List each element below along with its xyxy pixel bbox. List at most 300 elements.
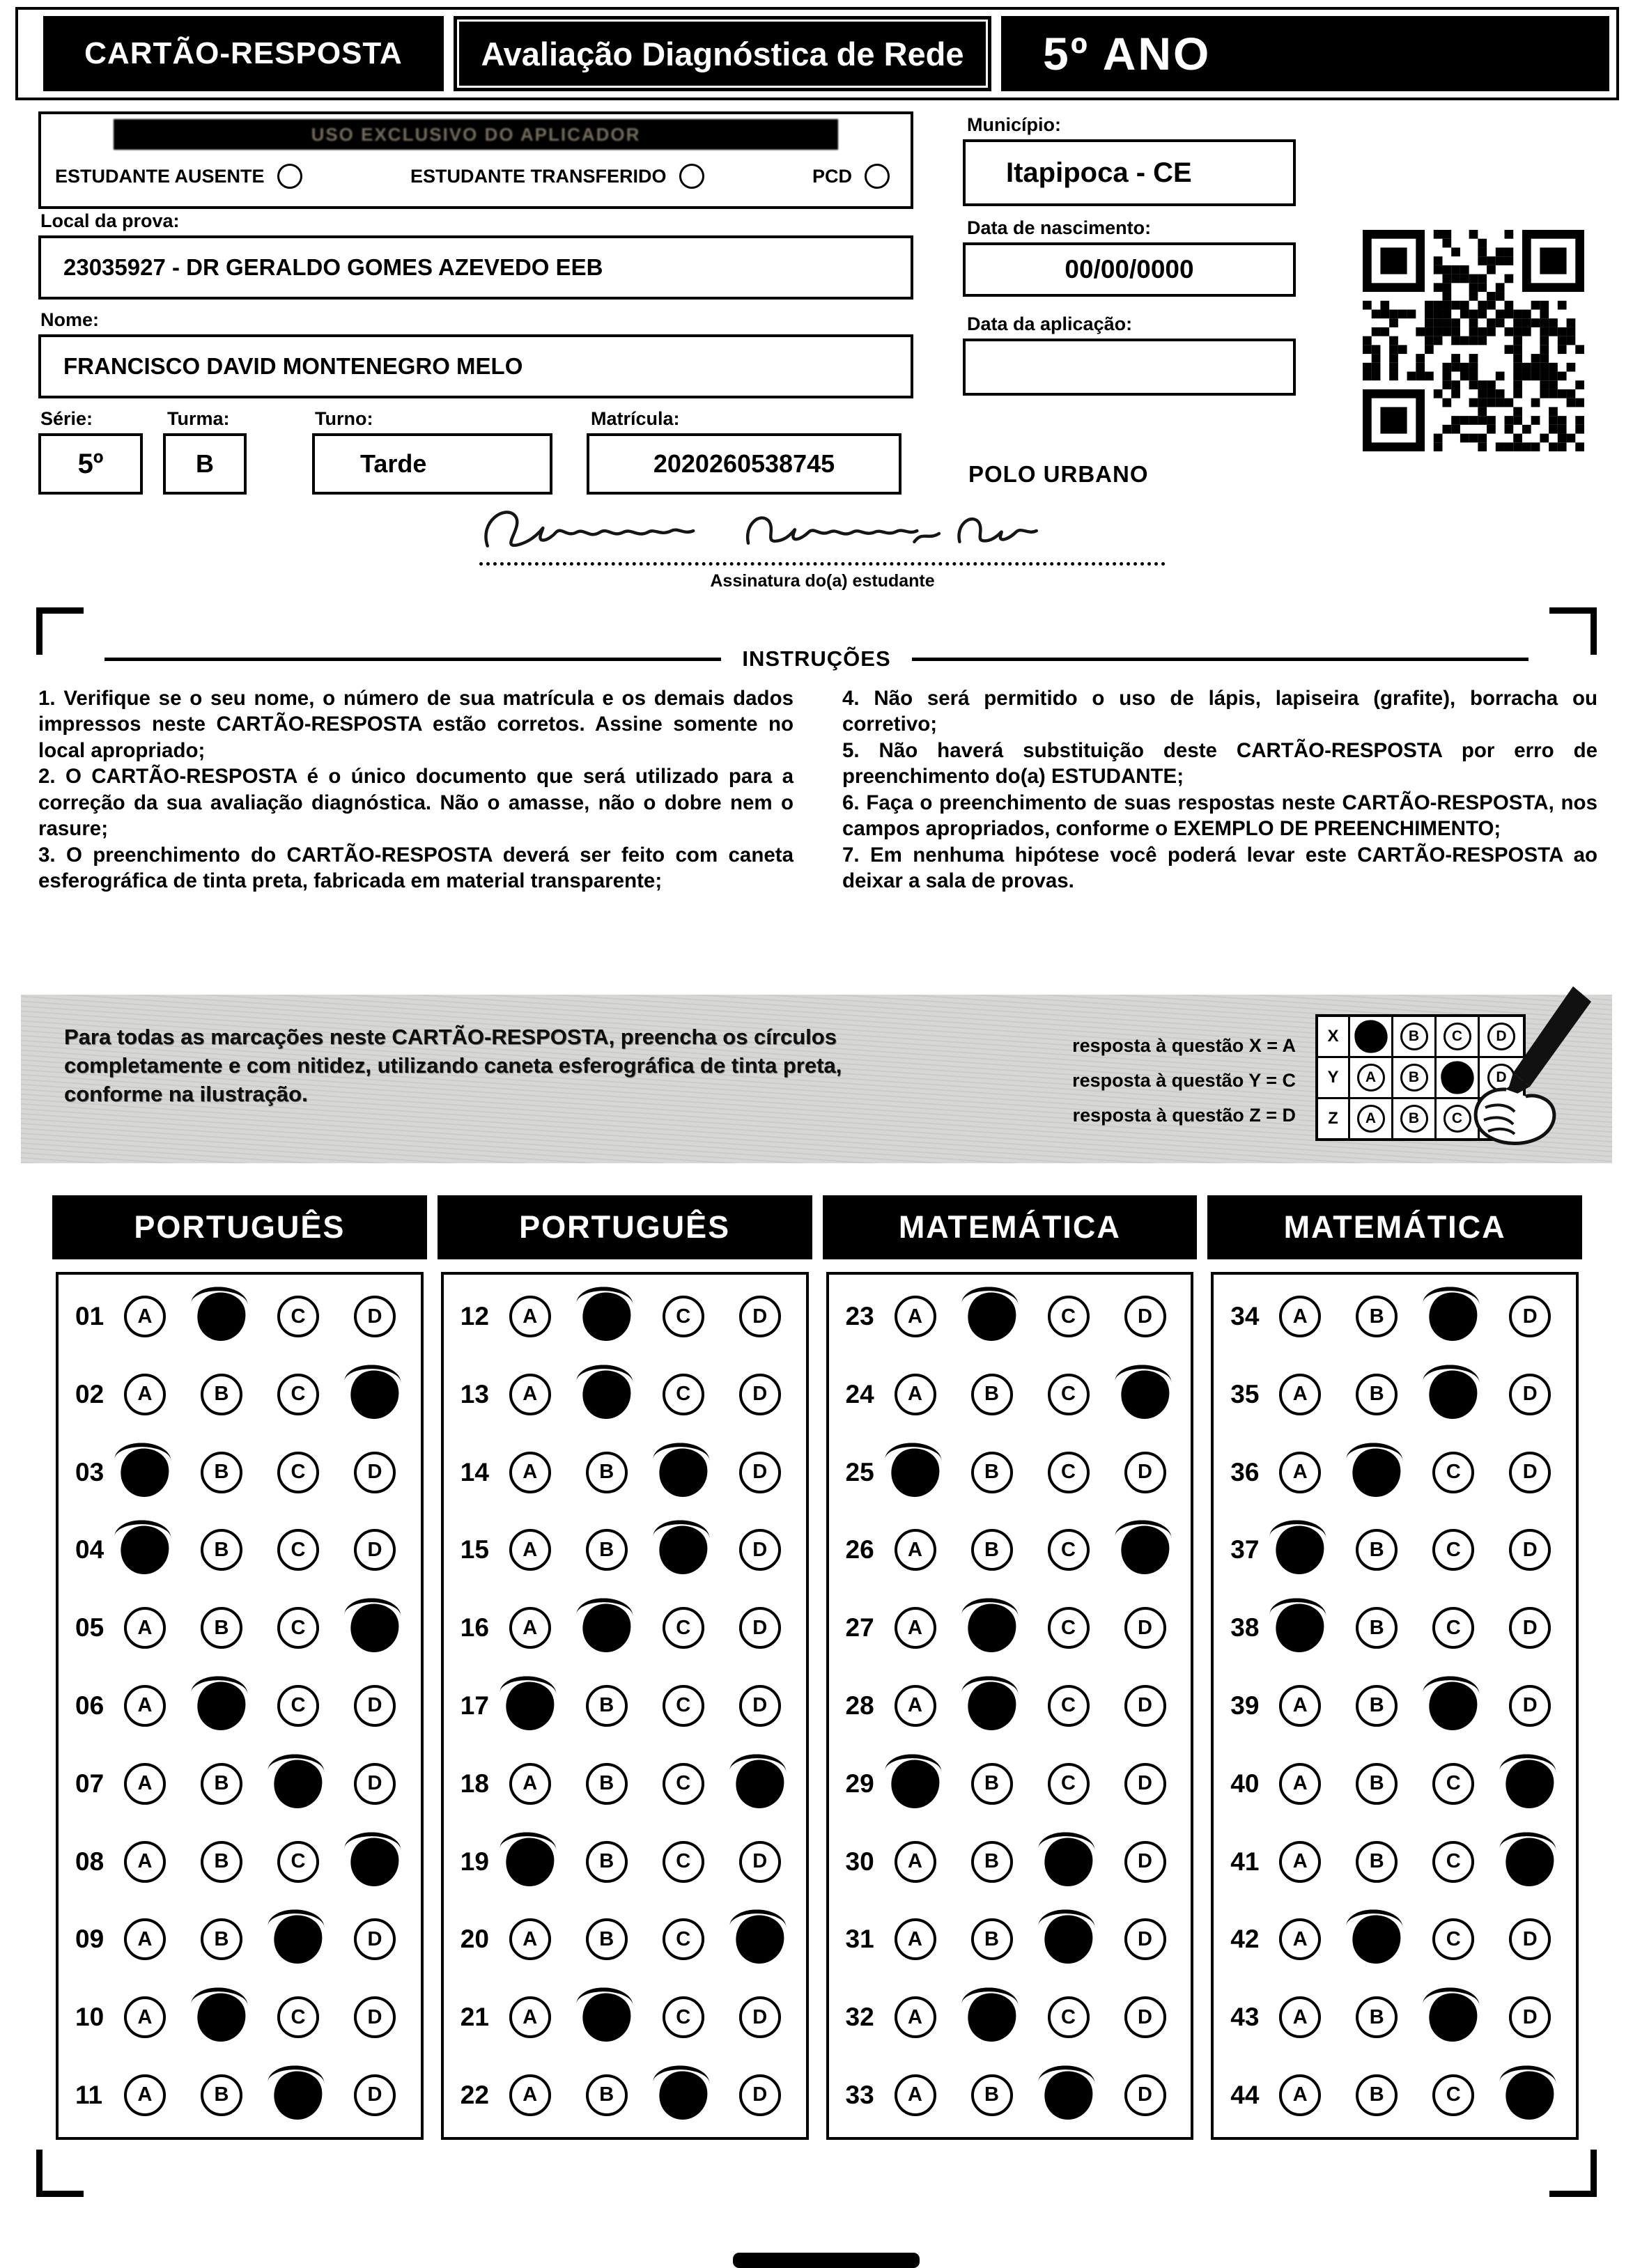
question-row — [75, 1763, 411, 1805]
answer-bubble-b[interactable]: B — [1356, 1996, 1398, 2038]
example-row-label: X — [1318, 1017, 1350, 1056]
answer-bubble-c[interactable]: C — [1432, 1841, 1474, 1883]
answer-bubble-c[interactable]: C — [663, 1918, 704, 1960]
question-number: 01 — [75, 1302, 105, 1330]
example-cell — [1350, 1017, 1393, 1056]
answer-grid — [1211, 1272, 1579, 2140]
answer-bubble-c[interactable]: C — [1432, 2074, 1474, 2116]
crop-mark-top-right — [1549, 607, 1597, 655]
answer-bubble-d-marked[interactable] — [347, 1366, 403, 1422]
question-number: 15 — [460, 1535, 489, 1564]
answer-bubble-c[interactable]: C — [663, 1685, 704, 1727]
question-number: 21 — [460, 2003, 489, 2032]
answer-bubble-a-marked[interactable] — [117, 1444, 173, 1500]
answer-bubble-d[interactable]: D — [1124, 1996, 1166, 2038]
answer-bubble-d[interactable]: D — [354, 1685, 396, 1727]
answer-bubble-c[interactable]: C — [1048, 1374, 1090, 1415]
answer-bubble-c[interactable]: C — [1432, 1452, 1474, 1493]
answer-bubble-a[interactable]: A — [124, 1374, 166, 1415]
answer-bubble-a[interactable]: A — [509, 1918, 551, 1960]
answer-bubble-a[interactable]: A — [1279, 1763, 1321, 1805]
answer-bubble-c[interactable]: C — [663, 1763, 704, 1805]
question-row — [846, 1374, 1182, 1415]
answer-bubble-a[interactable]: A — [895, 1607, 936, 1649]
answer-grid — [826, 1272, 1194, 2140]
applicator-option-bubble[interactable] — [679, 164, 704, 189]
question-number: 29 — [845, 1769, 874, 1798]
question-row — [846, 1918, 1182, 1960]
answer-bubble-c[interactable]: C — [277, 1296, 319, 1337]
answer-bubble-b-marked[interactable] — [578, 1989, 635, 2046]
answer-bubble-c-marked[interactable] — [655, 1444, 711, 1500]
answer-bubble-c[interactable]: C — [663, 1296, 704, 1337]
answer-section-title: PORTUGUÊS — [438, 1195, 812, 1259]
answer-bubble-d[interactable]: D — [1124, 1452, 1166, 1493]
question-row — [461, 2074, 796, 2116]
answer-bubble-a[interactable]: A — [509, 1529, 551, 1571]
question-number: 42 — [1230, 1925, 1260, 1954]
answer-bubble-a[interactable]: A — [895, 1529, 936, 1571]
nome-field: FRANCISCO DAVID MONTENEGRO MELO — [38, 334, 913, 398]
example-bubble-marked — [1353, 1018, 1389, 1055]
answer-bubble-d-marked[interactable] — [1117, 1366, 1173, 1422]
answer-bubble-b[interactable]: B — [1356, 1607, 1398, 1649]
answer-bubble-b[interactable]: B — [201, 1918, 242, 1960]
answer-bubble-b[interactable]: B — [586, 1452, 628, 1493]
answer-bubble-c[interactable]: C — [1048, 1607, 1090, 1649]
example-cell — [1350, 1058, 1393, 1097]
question-row — [846, 1607, 1182, 1649]
question-row — [75, 1452, 411, 1493]
answer-bubble-d[interactable]: D — [1509, 1296, 1551, 1337]
answer-bubble-d[interactable]: D — [1509, 1685, 1551, 1727]
answer-bubble-a[interactable]: A — [1279, 1296, 1321, 1337]
answer-bubble-c[interactable]: C — [1432, 1607, 1474, 1649]
turma-field: B — [163, 433, 247, 495]
answer-bubble-c-marked[interactable] — [1425, 1289, 1482, 1345]
question-row — [846, 1685, 1182, 1727]
turno-label: Turno: — [315, 408, 373, 429]
question-number: 14 — [460, 1457, 489, 1486]
answer-bubble-b[interactable]: B — [586, 1841, 628, 1883]
instruction-item: 7. Em nenhuma hipótese você poderá levar este CARTÃO-RESPOSTA ao deixar a sala de provas. — [842, 843, 1597, 893]
answer-bubble-b-marked[interactable] — [194, 1989, 250, 2046]
answer-bubble-b-marked[interactable] — [1349, 1911, 1405, 1968]
answer-bubble-b[interactable]: B — [971, 1918, 1013, 1960]
question-row — [75, 1685, 411, 1727]
question-row — [75, 1296, 411, 1337]
question-row — [1230, 1685, 1566, 1727]
question-row — [846, 1763, 1182, 1805]
example-bubble: C — [1444, 1105, 1471, 1133]
answer-bubble-a[interactable]: A — [509, 1996, 551, 2038]
answer-bubble-b[interactable]: B — [1356, 1529, 1398, 1571]
example-bubble: D — [1487, 1064, 1515, 1092]
answer-bubble-b[interactable]: B — [1356, 1374, 1398, 1415]
answer-bubble-a-marked[interactable] — [887, 1444, 943, 1500]
answer-bubble-d-marked[interactable] — [347, 1600, 403, 1656]
answer-bubble-d[interactable]: D — [354, 1452, 396, 1493]
question-number: 02 — [75, 1379, 105, 1408]
instructions-col-left — [38, 685, 794, 894]
answer-bubble-a[interactable]: A — [509, 1763, 551, 1805]
answer-bubble-d[interactable]: D — [1509, 1374, 1551, 1415]
answer-bubble-a[interactable]: A — [1279, 1918, 1321, 1960]
answer-bubble-d[interactable]: D — [739, 1607, 781, 1649]
answer-bubble-a[interactable]: A — [895, 1685, 936, 1727]
answer-bubble-a-marked[interactable] — [887, 1755, 943, 1812]
answer-grid — [56, 1272, 424, 2140]
answer-bubble-d[interactable]: D — [354, 1763, 396, 1805]
question-number: 06 — [75, 1691, 105, 1720]
answer-bubble-a[interactable]: A — [1279, 1996, 1321, 2038]
question-number: 39 — [1230, 1691, 1260, 1720]
answer-bubble-c[interactable]: C — [1048, 1529, 1090, 1571]
question-number: 11 — [75, 2080, 103, 2109]
answer-bubble-b[interactable]: B — [971, 2074, 1013, 2116]
question-number: 36 — [1230, 1457, 1260, 1486]
answer-bubble-b[interactable]: B — [201, 1529, 242, 1571]
answer-bubble-b[interactable]: B — [971, 1529, 1013, 1571]
answer-bubble-d[interactable]: D — [1124, 1763, 1166, 1805]
crop-mark-bottom-left — [36, 2150, 84, 2197]
answer-bubble-a-marked[interactable] — [502, 1833, 558, 1890]
answer-bubble-c-marked[interactable] — [1040, 1833, 1097, 1890]
answer-bubble-b[interactable]: B — [971, 1452, 1013, 1493]
answer-bubble-d-marked[interactable] — [1117, 1522, 1173, 1578]
turma-label: Turma: — [167, 408, 230, 429]
applicator-option — [410, 164, 704, 189]
answer-bubble-d-marked[interactable] — [1502, 1755, 1558, 1812]
question-row — [846, 1529, 1182, 1571]
answer-bubble-c[interactable]: C — [1048, 1452, 1090, 1493]
answer-bubble-d[interactable]: D — [354, 2074, 396, 2116]
answer-bubble-a[interactable]: A — [124, 1685, 166, 1727]
applicator-option-bubble[interactable] — [865, 164, 890, 189]
turno-field: Tarde — [312, 433, 552, 495]
answer-bubble-c-marked[interactable] — [1040, 2067, 1097, 2124]
answer-bubble-c-marked[interactable] — [270, 1755, 327, 1812]
answer-section — [438, 1195, 812, 2140]
answer-bubble-b[interactable]: B — [201, 2074, 242, 2116]
answer-bubble-a[interactable]: A — [895, 1374, 936, 1415]
question-row — [461, 1685, 796, 1727]
nome-label: Nome: — [40, 309, 100, 330]
answer-bubble-b[interactable]: B — [201, 1452, 242, 1493]
instruction-item: 5. Não haverá substituição deste CARTÃO-RESPOSTA por erro de preenchimento do(a) ESTUDANTE; — [842, 738, 1597, 789]
answer-bubble-c-marked[interactable] — [655, 2067, 711, 2124]
example-row-label: Z — [1318, 1099, 1350, 1138]
applicator-option-bubble[interactable] — [277, 164, 302, 189]
question-number: 18 — [460, 1769, 489, 1798]
question-number: 16 — [460, 1613, 489, 1642]
question-row — [846, 1996, 1182, 2038]
answer-bubble-d[interactable]: D — [739, 2074, 781, 2116]
answer-bubble-b-marked[interactable] — [194, 1289, 250, 1345]
question-number: 20 — [460, 1925, 489, 1954]
answer-section-title: PORTUGUÊS — [52, 1195, 427, 1259]
answer-bubble-d-marked[interactable] — [1502, 1833, 1558, 1890]
answer-bubble-b-marked[interactable] — [963, 1989, 1020, 2046]
answer-bubble-b-marked[interactable] — [963, 1289, 1020, 1345]
example-cell — [1393, 1017, 1437, 1056]
answer-bubble-a[interactable]: A — [895, 1996, 936, 2038]
example-bubble: A — [1357, 1105, 1385, 1133]
answer-bubble-c-marked[interactable] — [1040, 1911, 1097, 1968]
header — [15, 7, 1619, 100]
answer-bubble-b[interactable]: B — [971, 1841, 1013, 1883]
question-number: 10 — [75, 2003, 105, 2032]
answer-bubble-c[interactable]: C — [277, 1685, 319, 1727]
answer-bubble-b-marked[interactable] — [1349, 1444, 1405, 1500]
answer-bubble-b-marked[interactable] — [578, 1289, 635, 1345]
answer-bubble-c[interactable]: C — [277, 1996, 319, 2038]
nascimento-field: 00/00/0000 — [963, 242, 1296, 297]
question-number: 40 — [1230, 1769, 1260, 1798]
question-row — [1230, 1452, 1566, 1493]
answer-bubble-a-marked[interactable] — [117, 1522, 173, 1578]
answer-bubble-b-marked[interactable] — [194, 1678, 250, 1734]
answer-section — [52, 1195, 427, 2140]
question-number: 25 — [845, 1457, 874, 1486]
answer-bubble-d[interactable]: D — [739, 1296, 781, 1337]
answer-bubble-d[interactable]: D — [1509, 1918, 1551, 1960]
answer-bubble-d[interactable]: D — [1509, 1529, 1551, 1571]
answer-bubble-a[interactable]: A — [124, 1918, 166, 1960]
answer-bubble-b[interactable]: B — [586, 1685, 628, 1727]
question-number: 38 — [1230, 1613, 1260, 1642]
answer-bubble-d[interactable]: D — [739, 1841, 781, 1883]
question-number: 26 — [845, 1535, 874, 1564]
question-row — [461, 1763, 796, 1805]
answer-grid — [441, 1272, 809, 2140]
answer-bubble-a[interactable]: A — [895, 1918, 936, 1960]
answer-bubble-a[interactable]: A — [1279, 1841, 1321, 1883]
instructions-header — [105, 646, 1528, 671]
aplicacao-field — [963, 339, 1296, 396]
serie-label: Série: — [40, 408, 93, 429]
local-field: 23035927 - DR GERALDO GOMES AZEVEDO EEB — [38, 235, 913, 300]
answer-bubble-d[interactable]: D — [354, 1918, 396, 1960]
answer-bubble-d-marked[interactable] — [732, 1911, 788, 1968]
answer-bubble-c[interactable]: C — [1432, 1763, 1474, 1805]
question-row — [75, 1996, 411, 2038]
answer-bubble-c-marked[interactable] — [1425, 1366, 1482, 1422]
answer-bubble-a[interactable]: A — [124, 1763, 166, 1805]
question-number: 03 — [75, 1457, 105, 1486]
answer-bubble-b[interactable]: B — [586, 1918, 628, 1960]
answer-bubble-b[interactable]: B — [1356, 2074, 1398, 2116]
instructions — [38, 685, 1597, 894]
answer-bubble-d[interactable]: D — [1124, 1918, 1166, 1960]
answer-bubble-d-marked[interactable] — [1502, 2067, 1558, 2124]
answer-bubble-d[interactable]: D — [1124, 2074, 1166, 2116]
answer-bubble-d[interactable]: D — [739, 1452, 781, 1493]
question-row — [846, 1841, 1182, 1883]
answer-bubble-c[interactable]: C — [1432, 1529, 1474, 1571]
answer-bubble-a[interactable]: A — [509, 1452, 551, 1493]
matricula-field: 2020260538745 — [587, 433, 901, 495]
answer-bubble-d[interactable]: D — [739, 1685, 781, 1727]
answer-bubble-c[interactable]: C — [663, 1841, 704, 1883]
answer-bubble-a[interactable]: A — [124, 1296, 166, 1337]
example-cell — [1350, 1099, 1393, 1138]
answer-bubble-d[interactable]: D — [1509, 1996, 1551, 2038]
answer-bubble-d[interactable]: D — [354, 1996, 396, 2038]
question-row — [75, 1374, 411, 1415]
answer-bubble-d-marked[interactable] — [347, 1833, 403, 1890]
answer-bubble-b[interactable]: B — [971, 1374, 1013, 1415]
answer-bubble-a[interactable]: A — [509, 2074, 551, 2116]
answer-bubble-a[interactable]: A — [509, 1296, 551, 1337]
answer-bubble-b[interactable]: B — [201, 1374, 242, 1415]
answer-bubble-c[interactable]: C — [277, 1529, 319, 1571]
grade-label: 5º ANO — [1001, 16, 1609, 91]
answer-bubble-b[interactable]: B — [1356, 1685, 1398, 1727]
example-bubble: B — [1400, 1023, 1428, 1050]
answer-bubble-d[interactable]: D — [354, 1296, 396, 1337]
question-row — [1230, 1996, 1566, 2038]
answer-bubble-c-marked[interactable] — [655, 1522, 711, 1578]
serie-field: 5º — [38, 433, 143, 495]
answer-bubble-c[interactable]: C — [663, 1996, 704, 2038]
answer-bubble-b[interactable]: B — [586, 1763, 628, 1805]
answer-bubble-d[interactable]: D — [739, 1996, 781, 2038]
question-number: 24 — [845, 1379, 874, 1408]
answer-bubble-d[interactable]: D — [1124, 1841, 1166, 1883]
answer-bubble-c[interactable]: C — [1048, 1763, 1090, 1805]
answer-bubble-d[interactable]: D — [739, 1529, 781, 1571]
answer-bubble-b-marked[interactable] — [963, 1600, 1020, 1656]
answer-bubble-a-marked[interactable] — [1272, 1600, 1329, 1656]
question-number: 37 — [1230, 1535, 1260, 1564]
answer-bubble-b[interactable]: B — [586, 2074, 628, 2116]
answer-bubble-a[interactable]: A — [895, 2074, 936, 2116]
answer-bubble-b[interactable]: B — [1356, 1763, 1398, 1805]
answer-bubble-d[interactable]: D — [1124, 1607, 1166, 1649]
signature-dotted-line[interactable] — [479, 510, 1166, 566]
answer-bubble-b[interactable]: B — [586, 1529, 628, 1571]
question-row — [75, 2074, 411, 2116]
answer-bubble-d[interactable]: D — [1124, 1296, 1166, 1337]
answer-bubble-b[interactable]: B — [1356, 1841, 1398, 1883]
answer-bubble-a[interactable]: A — [1279, 1452, 1321, 1493]
answer-bubble-a[interactable]: A — [1279, 1374, 1321, 1415]
answer-bubble-d[interactable]: D — [739, 1374, 781, 1415]
answer-bubble-a[interactable]: A — [895, 1841, 936, 1883]
answer-bubble-b[interactable]: B — [201, 1607, 242, 1649]
answer-bubble-c[interactable]: C — [277, 1841, 319, 1883]
instruction-item: 6. Faça o preenchimento de suas respostas neste CARTÃO-RESPOSTA, nos campos apropriados, conforme o EXEMPLO DE PREENCHIMENTO; — [842, 791, 1597, 841]
question-number: 05 — [75, 1613, 105, 1642]
answer-bubble-c-marked[interactable] — [270, 2067, 327, 2124]
example-legend-line: resposta à questão Z = D — [1072, 1105, 1296, 1126]
applicator-option-label: ESTUDANTE AUSENTE — [55, 165, 265, 187]
answer-bubble-c[interactable]: C — [1048, 1296, 1090, 1337]
answer-bubble-c-marked[interactable] — [1425, 1989, 1482, 2046]
answer-bubble-a[interactable]: A — [124, 1996, 166, 2038]
crop-mark-bottom-right — [1549, 2150, 1597, 2197]
answer-bubble-a-marked[interactable] — [502, 1678, 558, 1734]
qr-code — [1363, 230, 1584, 451]
answer-bubble-a[interactable]: A — [509, 1607, 551, 1649]
fill-example-strip — [21, 995, 1612, 1163]
answer-bubble-c[interactable]: C — [277, 1374, 319, 1415]
answer-bubble-a[interactable]: A — [1279, 1685, 1321, 1727]
answer-bubble-c[interactable]: C — [663, 1607, 704, 1649]
question-number: 17 — [460, 1691, 489, 1720]
answer-bubble-a[interactable]: A — [895, 1296, 936, 1337]
answer-bubble-b-marked[interactable] — [578, 1366, 635, 1422]
instruction-item: 1. Verifique se o seu nome, o número de sua matrícula e os demais dados impressos neste CARTÃO-RESPOSTA estão corretos. Assine somente no local apropriado; — [38, 687, 794, 762]
answer-bubble-b-marked[interactable] — [963, 1678, 1020, 1734]
applicator-box — [38, 111, 913, 209]
answer-bubble-b[interactable]: B — [1356, 1296, 1398, 1337]
answer-bubble-c[interactable]: C — [1048, 1996, 1090, 2038]
question-row — [461, 1452, 796, 1493]
example-bubble: B — [1400, 1064, 1428, 1092]
bottom-registration-mark — [733, 2253, 920, 2268]
question-row — [461, 1918, 796, 1960]
question-number: 34 — [1230, 1302, 1260, 1330]
answer-bubble-d[interactable]: D — [1124, 1685, 1166, 1727]
question-row — [461, 1529, 796, 1571]
aplicacao-label: Data da aplicação: — [967, 313, 1133, 334]
answer-bubble-a[interactable]: A — [1279, 2074, 1321, 2116]
answer-bubble-a[interactable]: A — [509, 1374, 551, 1415]
answer-bubble-b[interactable]: B — [971, 1763, 1013, 1805]
answer-bubble-c[interactable]: C — [277, 1452, 319, 1493]
answer-bubble-c[interactable]: C — [663, 1374, 704, 1415]
question-number: 27 — [845, 1613, 874, 1642]
example-legend-line: resposta à questão X = A — [1072, 1035, 1296, 1056]
question-row — [1230, 1529, 1566, 1571]
answer-bubble-a[interactable]: A — [124, 1607, 166, 1649]
answer-bubble-c-marked[interactable] — [270, 1911, 327, 1968]
answer-bubble-b[interactable]: B — [201, 1763, 242, 1805]
question-number: 08 — [75, 1847, 105, 1876]
answer-bubble-c-marked[interactable] — [1425, 1678, 1482, 1734]
instruction-item: 2. O CARTÃO-RESPOSTA é o único documento que será utilizado para a correção da sua avaliação diagnóstica. Não o amasse, não o dobre nem o rasure; — [38, 765, 794, 841]
applicator-bar-label: USO EXCLUSIVO DO APLICADOR — [114, 119, 838, 150]
question-row — [461, 1374, 796, 1415]
answer-bubble-c[interactable]: C — [1432, 1918, 1474, 1960]
answer-bubble-c[interactable]: C — [1048, 1685, 1090, 1727]
question-number: 43 — [1230, 2003, 1260, 2032]
assessment-title: Avaliação Diagnóstica de Rede — [454, 16, 991, 91]
answer-bubble-a[interactable]: A — [124, 2074, 166, 2116]
answer-bubble-b[interactable]: B — [201, 1841, 242, 1883]
answer-section-title: MATEMÁTICA — [1207, 1195, 1582, 1259]
example-bubble: D — [1487, 1023, 1515, 1050]
question-number: 04 — [75, 1535, 105, 1564]
student-signature — [475, 500, 1161, 564]
matricula-label: Matrícula: — [591, 408, 680, 429]
answer-bubble-d[interactable]: D — [354, 1529, 396, 1571]
example-bubble: B — [1400, 1105, 1428, 1133]
instructions-title: INSTRUÇÕES — [742, 646, 891, 671]
municipio-field: Itapipoca - CE — [963, 139, 1296, 206]
answer-bubble-d[interactable]: D — [1509, 1452, 1551, 1493]
question-number: 44 — [1230, 2080, 1260, 2109]
answer-bubble-d[interactable]: D — [1509, 1607, 1551, 1649]
answer-bubble-d-marked[interactable] — [732, 1755, 788, 1812]
answer-bubble-c[interactable]: C — [277, 1607, 319, 1649]
answer-bubble-b-marked[interactable] — [578, 1600, 635, 1656]
answer-bubble-a-marked[interactable] — [1272, 1522, 1329, 1578]
answer-sections — [52, 1195, 1582, 2140]
answer-bubble-a[interactable]: A — [124, 1841, 166, 1883]
